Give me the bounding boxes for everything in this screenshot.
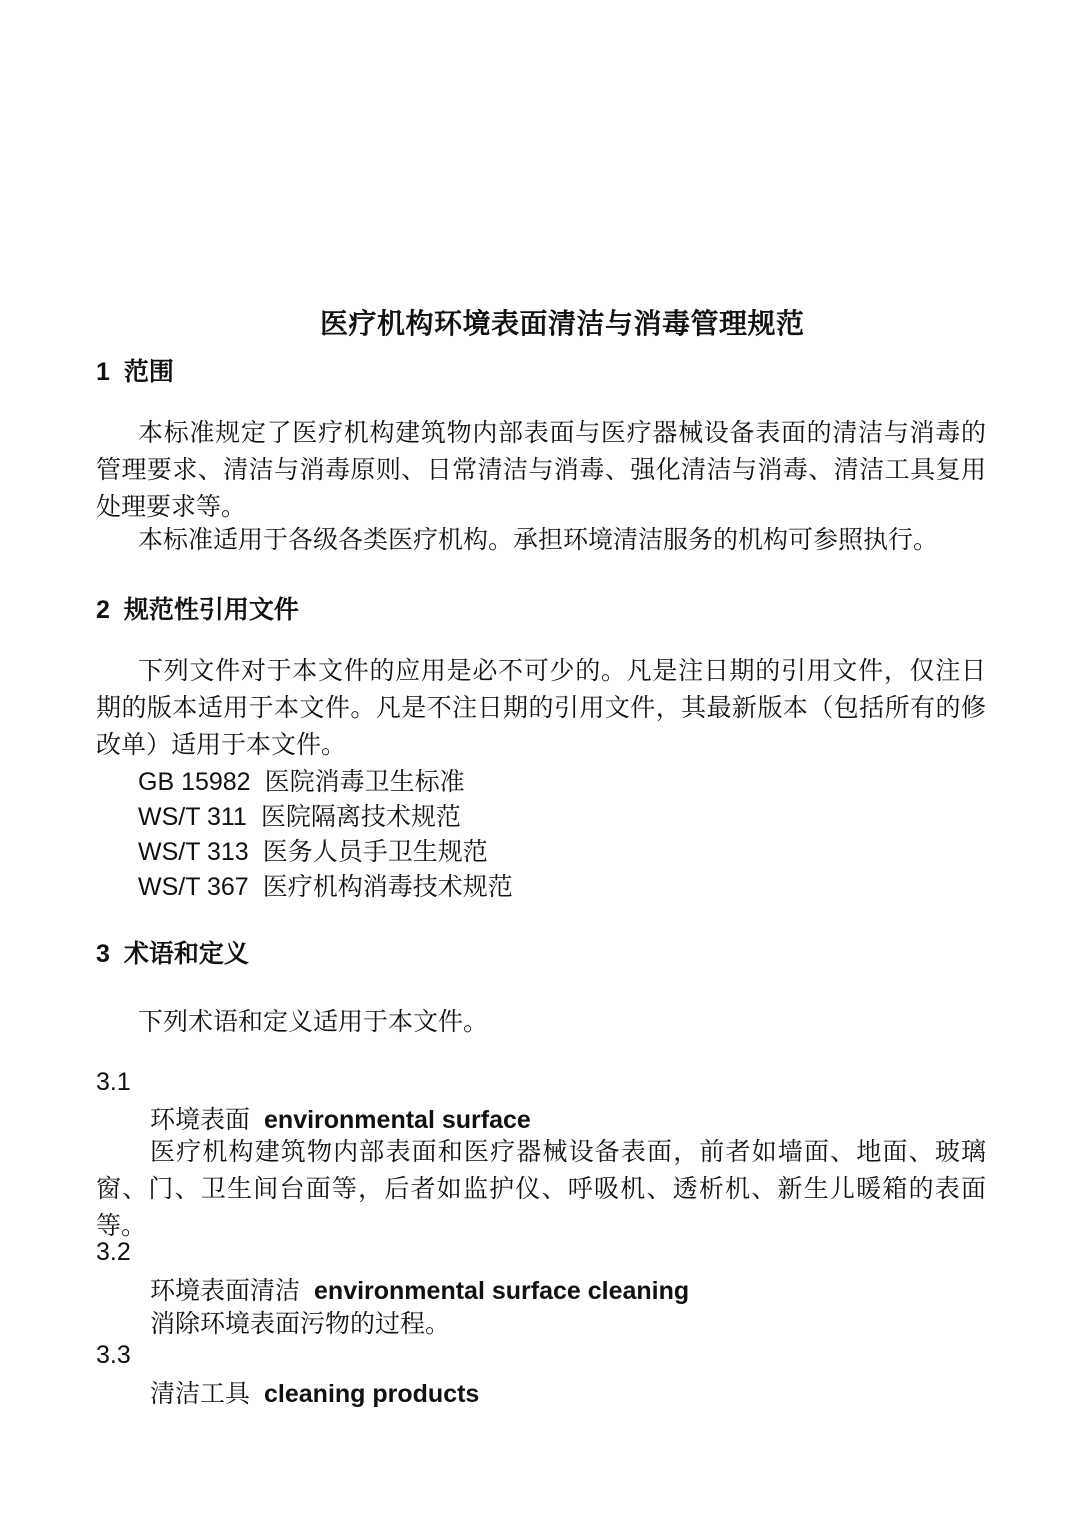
reference-name: 医院隔离技术规范 [260,802,461,831]
scope-paragraph-1: 本标准规定了医疗机构建筑物内部表面与医疗器械设备表面的清洁与消毒的管理要求、清洁与消毒原则、日常清洁与消毒、强化清洁与消毒、清洁工具复用处理要求等。 [96,418,986,521]
clause-number: 3.2 [96,1238,131,1266]
section-title: 规范性引用文件 [123,595,299,624]
clause-number: 3.1 [96,1068,131,1096]
reference-item [138,762,465,798]
section-number: 2 [96,596,110,624]
references-intro-paragraph: 下列文件对于本文件的应用是必不可少的。凡是注日期的引用文件，仅注日期的版本适用于本文件。凡是不注日期的引用文件，其最新版本（包括所有的修改单）适用于本文件。 [96,656,986,759]
reference-name: 医务人员手卫生规范 [262,837,488,866]
reference-name: 医院消毒卫生标准 [264,767,465,796]
term-english: environmental surface cleaning [314,1277,690,1305]
reference-item [138,867,513,903]
document-title: 医疗机构环境表面清洁与消毒管理规范 [320,307,805,340]
term-heading [150,1271,689,1307]
term-heading [150,1100,531,1136]
reference-code: GB 15982 [138,768,251,796]
reference-code: WS/T 311 [138,803,247,831]
section-title: 术语和定义 [123,939,249,968]
clause-number: 3.3 [96,1341,131,1369]
term-chinese: 清洁工具 [150,1379,251,1408]
term-chinese: 环境表面清洁 [150,1276,301,1305]
term-english: environmental surface [264,1106,531,1134]
section-title: 范围 [123,357,174,386]
section-number: 3 [96,940,110,968]
term-definition: 消除环境表面污物的过程。 [150,1309,451,1338]
reference-item [138,832,488,868]
section-heading-normative-references [96,590,299,626]
reference-code: WS/T 367 [138,873,249,901]
section-number: 1 [96,358,110,386]
term-chinese: 环境表面 [150,1105,251,1134]
reference-name: 医疗机构消毒技术规范 [262,872,513,901]
term-english: cleaning products [264,1380,480,1408]
section-heading-scope [96,352,174,388]
terms-intro: 下列术语和定义适用于本文件。 [138,1007,489,1036]
scope-paragraph-2: 本标准适用于各级各类医疗机构。承担环境清洁服务的机构可参照执行。 [138,525,939,554]
section-heading-terms-definitions [96,934,249,970]
reference-code: WS/T 313 [138,838,249,866]
term-heading [150,1374,479,1410]
term-definition: 医疗机构建筑物内部表面和医疗器械设备表面，前者如墙面、地面、玻璃窗、门、卫生间台面等，后者如监护仪、呼吸机、透析机、新生儿暖箱的表面等。 [96,1137,986,1240]
reference-item [138,797,461,833]
